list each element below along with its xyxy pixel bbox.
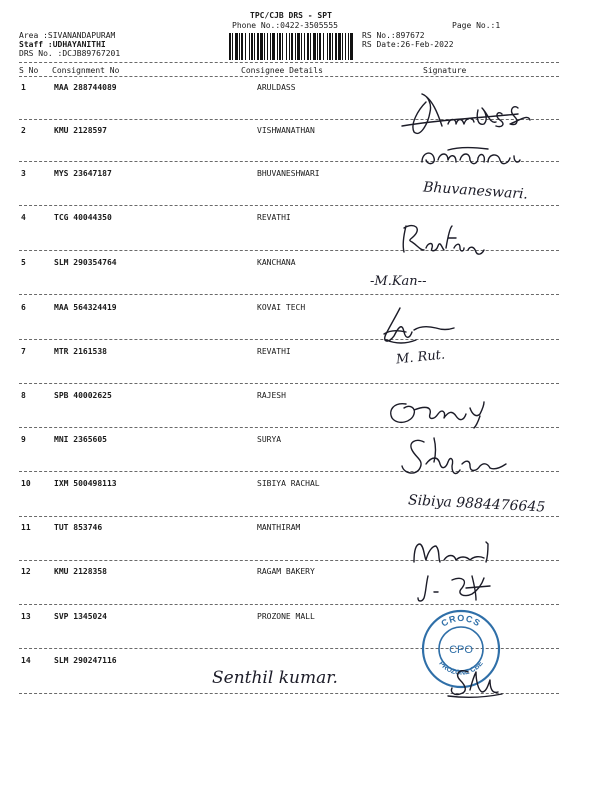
row-sno: 3 (21, 169, 26, 178)
row-consignee: SURYA (257, 435, 282, 444)
row-sno: 4 (21, 213, 26, 222)
signature-image (398, 84, 558, 142)
row-consignee: VISHWANATHAN (257, 126, 315, 135)
row-consignment-no: SLM 290354764 (54, 258, 117, 267)
row-sno: 5 (21, 258, 26, 267)
divider (19, 76, 559, 77)
row-consignment-no: IXM 500498113 (54, 479, 117, 488)
row-consignment-no: MTR 2161538 (54, 347, 107, 356)
row-sno: 8 (21, 391, 26, 400)
signature-text: Senthil kumar. (212, 668, 338, 688)
signature-image (446, 662, 506, 702)
divider (19, 294, 559, 295)
row-consignee: PROZONE MALL (257, 612, 315, 621)
rs-number: RS No.:897672 (362, 31, 425, 40)
row-sno: 14 (21, 656, 31, 665)
stamp-top-text: CROCS (439, 612, 483, 629)
area-field: Area :SIVANANDAPURAM (19, 31, 116, 40)
divider (19, 383, 559, 384)
row-consignment-no: SVP 1345024 (54, 612, 107, 621)
row-consignment-no: TUT 853746 (54, 523, 103, 532)
divider (19, 516, 559, 517)
row-consignment-no: KMU 2128358 (54, 567, 107, 576)
signature-image (384, 394, 494, 430)
signature-image (376, 304, 456, 346)
row-consignee: KOVAI TECH (257, 303, 306, 312)
row-sno: 1 (21, 83, 26, 92)
row-consignee: REVATHI (257, 213, 291, 222)
drs-number: DRS No. :DCJB89767201 (19, 49, 121, 58)
divider (19, 205, 559, 206)
signature-text: -M.Kan-- (370, 274, 427, 289)
row-consignment-no: KMU 2128597 (54, 126, 107, 135)
row-consignment-no: TCG 40044350 (54, 213, 112, 222)
signature-text: Bhuvaneswari. (422, 179, 529, 203)
row-consignee: MANTHIRAM (257, 523, 301, 532)
signature-text: Sibiya 9884476645 (407, 492, 546, 516)
signature-image (408, 538, 498, 568)
signature-image (394, 434, 514, 480)
row-sno: 10 (21, 479, 31, 488)
row-consignee: REVATHI (257, 347, 291, 356)
row-consignee: KANCHANA (257, 258, 296, 267)
stamp-bottom-text: PROZONE CBE (437, 660, 485, 677)
column-header-consignment: Consignment No (52, 66, 120, 75)
row-consignment-no: SPB 40002625 (54, 391, 112, 400)
row-consignment-no: MAA 564324419 (54, 303, 117, 312)
rs-date: RS Date:26-Feb-2022 (362, 40, 454, 49)
document-title: TPC/CJB DRS - SPT (250, 11, 332, 20)
row-sno: 7 (21, 347, 26, 356)
row-consignee: ARULDASS (257, 83, 296, 92)
column-header-sno: S No (19, 66, 39, 75)
row-consignee: RAGAM BAKERY (257, 567, 315, 576)
staff-field: Staff :UDHAYANITHI (19, 40, 106, 49)
signature-image (398, 220, 488, 262)
column-header-consignee: Consignee Details (241, 66, 323, 75)
divider (19, 62, 559, 63)
row-consignment-no: MYS 23647187 (54, 169, 112, 178)
signature-image (412, 570, 502, 606)
signature-image (418, 144, 528, 170)
row-sno: 11 (21, 523, 31, 532)
divider (19, 339, 559, 340)
row-consignment-no: SLM 290247116 (54, 656, 117, 665)
row-consignment-no: MAA 288744089 (54, 83, 117, 92)
row-consignee: BHUVANESHWARI (257, 169, 320, 178)
row-sno: 12 (21, 567, 31, 576)
row-sno: 2 (21, 126, 26, 135)
signature-text: M. Rut. (395, 347, 446, 368)
row-consignee: SIBIYA RACHAL (257, 479, 320, 488)
page-number: Page No.:1 (452, 21, 501, 30)
barcode-bar (353, 33, 355, 60)
row-sno: 6 (21, 303, 26, 312)
phone-number: Phone No.:0422-3505555 (232, 21, 338, 30)
row-consignee: RAJESH (257, 391, 286, 400)
row-consignment-no: MNI 2365605 (54, 435, 107, 444)
column-header-signature: Signature (423, 66, 467, 75)
stamp-center-text: CPO (449, 644, 473, 656)
barcode (229, 33, 357, 60)
row-sno: 13 (21, 612, 31, 621)
row-sno: 9 (21, 435, 26, 444)
